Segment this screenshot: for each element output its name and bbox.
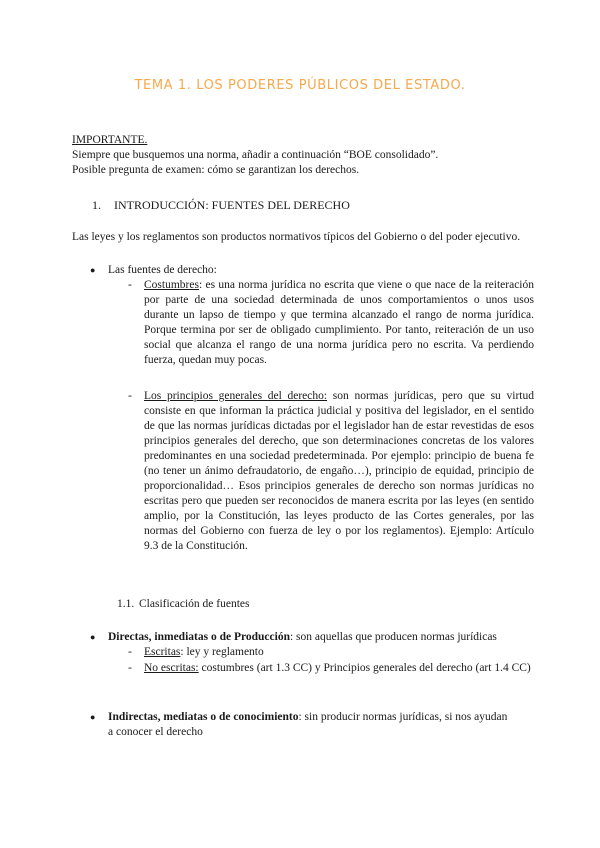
escritas-text: : ley y reglamento: [180, 646, 264, 658]
no-escritas-text: costumbres (art 1.3 CC) y Principios generales del derecho (art 1.4 CC): [198, 662, 531, 674]
directas-term: Directas, inmediatas o de Producción: [108, 631, 290, 643]
important-label: IMPORTANTE.: [72, 134, 148, 146]
bullet-marker: ●: [90, 265, 96, 275]
section-title: Clasificación de fuentes: [139, 598, 250, 610]
fuentes-label: Las fuentes de derecho:: [108, 264, 217, 276]
directas-paragraph: [108, 630, 533, 645]
no-escritas-text-line: [144, 661, 534, 676]
no-escritas-term: No escritas:: [144, 662, 199, 674]
page-title: TEMA 1. LOS PODERES PÚBLICOS DEL ESTADO.: [134, 78, 466, 93]
dash-marker: -: [128, 646, 132, 658]
indirectas-paragraph: [108, 710, 508, 740]
principios-term: Los principios generales del derecho:: [144, 390, 328, 402]
indirectas-text: : sin producir normas jurídicas, si nos ayudan a conocer el derecho: [108, 711, 508, 738]
escritas-term: Escritas: [144, 646, 181, 658]
section-title: INTRODUCCIÓN: FUENTES DEL DERECHO: [114, 198, 350, 212]
important-line-1: Siempre que busquemos una norma, añadir a continuación “BOE consolidado”.: [72, 149, 439, 161]
section-number: 1.: [92, 198, 101, 212]
principios-text: son normas jurídicas, pero que su virtud consiste en que informan la práctica judicial y positiva del legislador, en el sentido de que las normas jurídicas dictadas por el legislador han de estar revestidas de esos principios generales del derecho, que son determinaciones concretas de los valores predominantes en una sociedad predeterminada. Por ejemplo: principio de buena fe (no tener un ánimo defraudatorio, de engaño…), principio de equidad, principio de proporcionalidad… Esos principios generales de derecho son normas jurídicas no escritas pero que pueden ser reconocidos de manera escrita por las leyes (en sentido amplio, por la Constitución, las leyes producto de las Cortes generales, por las normas del Gobierno con fuerza de ley o por los reglamentos). Ejemplo: Artículo 9.3 de la Constitución.: [144, 390, 534, 552]
dash-marker: -: [128, 390, 132, 402]
dash-marker: -: [128, 279, 132, 291]
intro-paragraph: Las leyes y los reglamentos son productos normativos típicos del Gobierno o del poder ejecutivo.: [72, 231, 521, 243]
directas-text: : son aquellas que producen normas jurídicas: [289, 631, 497, 643]
costumbres-paragraph: [144, 278, 534, 368]
bullet-marker: ●: [90, 632, 96, 642]
principios-paragraph: [144, 389, 534, 554]
escritas-text-line: [144, 645, 534, 660]
important-line-2: Posible pregunta de examen: cómo se garantizan los derechos.: [72, 164, 360, 176]
indirectas-term: Indirectas, mediatas o de conocimiento: [108, 711, 299, 723]
costumbres-text: : es una norma jurídica no escrita que viene o que nace de la reiteración por parte de una sociedad determinada de unos comportamientos o unos usos durante un lapso de tiempo y que termina alcanzado el rango de norma jurídica. Porque termina por ser de obligado cumplimiento. Por tanto, reiteración de un uso social que alcanza el rango de una norma jurídica pero no escrita. Va perdiendo fuerza, quedan muy pocas.: [144, 279, 534, 366]
section-heading-1: [92, 198, 350, 213]
costumbres-term: Costumbres: [144, 279, 199, 291]
section-number: 1.1.: [117, 598, 135, 610]
bullet-marker: ●: [90, 712, 96, 722]
dash-marker: -: [128, 662, 132, 674]
section-heading-1-1: [117, 597, 250, 612]
important-note: [72, 133, 532, 178]
